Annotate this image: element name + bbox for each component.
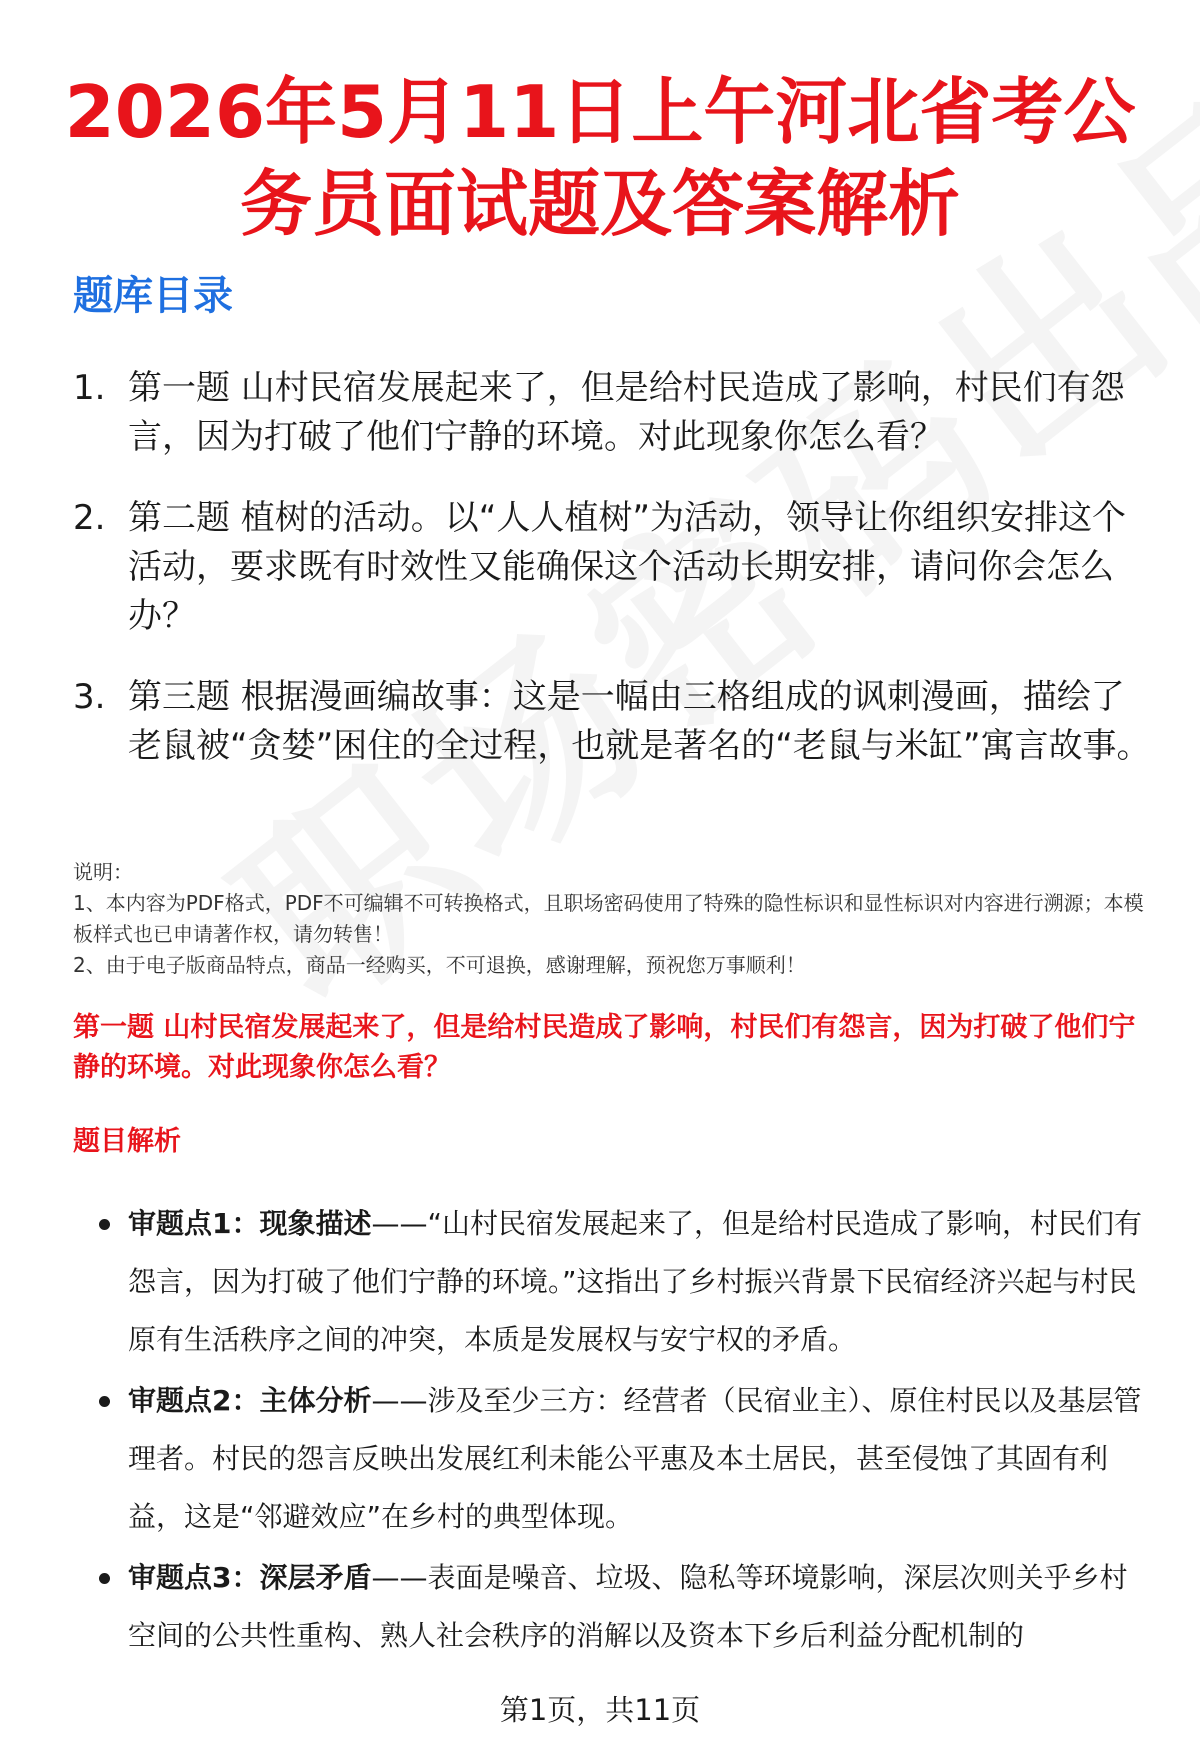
notes-line-2: 2、由于电子版商品特点，商品一经购买，不可退换，感谢理解，预祝您万事顺利！ [73,953,806,977]
analysis-point-label: 审题点2：主体分析 [128,1384,372,1417]
document-title: 2026年5月11日上午河北省考公务员面试题及答案解析 [64,70,1136,246]
analysis-point-text: ——涉及至少三方：经营者（民宿业主）、原住村民以及基层管理者。村民的怨言反映出发展红利未能公平惠及本土居民，甚至侵蚀了其固有利益，这是“邻避效应”在乡村的典型体现。 [128,1384,1142,1533]
page-number: 第1页，共11页 [0,1690,1200,1730]
analysis-point-body [128,1372,1153,1546]
analysis-point-text: ——“山村民宿发展起来了，但是给村民造成了影响，村民们有怨言，因为打破了他们宁静的环境。”这指出了乡村振兴背景下民宿经济兴起与村民原有生活秩序之间的冲突，本质是发展权与安宁权的矛盾。 [128,1207,1142,1356]
toc-item-text: 第二题 植树的活动。以“人人植树”为活动，领导让你组织安排这个活动，要求既有时效性又能确保这个活动长期安排，请问你会怎么办？ [128,498,1127,636]
analysis-points [93,1195,1153,1665]
toc-item-text: 第一题 山村民宿发展起来了，但是给村民造成了影响，村民们有怨言，因为打破了他们宁静的环境。对此现象你怎么看？ [128,368,1125,457]
toc-item-2 [73,494,1153,641]
analysis-point-body [128,1195,1153,1369]
notes-section [73,857,1153,981]
toc-heading: 题库目录 [73,273,233,319]
bullet-dot-icon [93,1372,128,1546]
analysis-point-1 [93,1195,1153,1369]
analysis-point-text: ——表面是噪音、垃圾、隐私等环境影响，深层次则关乎乡村空间的公共性重构、熟人社会秩序的消解以及资本下乡后利益分配机制的 [128,1561,1128,1652]
notes-line-1: 1、本内容为PDF格式，PDF不可编辑不可转换格式，且职场密码使用了特殊的隐性标识和显性标识对内容进行溯源；本模板样式也已申请著作权，请勿转售！ [73,891,1144,946]
toc-list [73,364,1153,771]
toc-item-1 [73,364,1153,462]
analysis-point-body [128,1549,1153,1665]
analysis-point-3 [93,1549,1153,1665]
analysis-point-label: 审题点1：现象描述 [128,1207,372,1240]
analysis-point-2 [93,1372,1153,1546]
toc-item-number: 3. [73,677,106,717]
bullet-dot-icon [93,1195,128,1369]
bullet-dot-icon [93,1549,128,1665]
notes-label: 说明： [73,860,133,884]
analysis-heading: 题目解析 [73,1126,181,1157]
toc-item-number: 1. [73,368,106,408]
toc-item-number: 2. [73,498,106,538]
toc-item-3 [73,673,1153,771]
analysis-point-label: 审题点3：深层矛盾 [128,1561,372,1594]
toc-item-text: 第三题 根据漫画编故事：这是一幅由三格组成的讽刺漫画，描绘了老鼠被“贪婪”困住的全过程，也就是著名的“老鼠与米缸”寓言故事。 [128,677,1151,766]
question-heading: 第一题 山村民宿发展起来了，但是给村民造成了影响，村民们有怨言，因为打破了他们宁静的环境。对此现象你怎么看？ [73,1012,1136,1083]
